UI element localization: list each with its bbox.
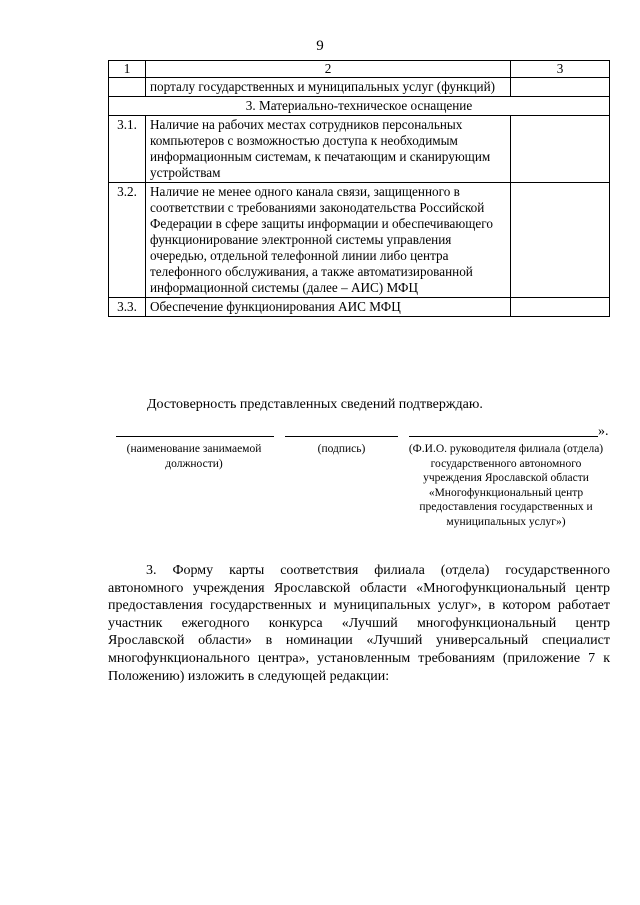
criteria-table (108, 60, 610, 317)
table-header-cell: 3 (511, 61, 610, 78)
name-caption: (Ф.И.О. руководителя филиала (отдела) государственного автономного учреждения Ярославской области «Многофункциональный центр предоставления государственных и муниципальных услуг») (408, 443, 604, 528)
table-cell-num (109, 78, 146, 97)
table-cell-num: 3.1. (109, 116, 146, 183)
table-header-cell: 1 (109, 61, 146, 78)
signature-caption: (подпись) (317, 443, 366, 455)
table-cell-text: Наличие не менее одного канала связи, защищенного в соответствии с требованиями законодательства Российской Федерации в сфере защиты информации и обеспечивающего функционирование электронной системы управления очередью, отдельной телефонной линии либо центра телефонного обслуживания, а также автоматизированной информационной системы (далее – АИС) МФЦ (146, 183, 511, 298)
table-cell-value (511, 78, 610, 97)
closing-quote-mark: ». (598, 424, 609, 439)
table-cell-num: 3.2. (109, 183, 146, 298)
table-row (109, 78, 610, 97)
table-cell-text: порталу государственных и муниципальных услуг (функций) (146, 78, 511, 97)
signature-line (285, 436, 398, 437)
page-number: 9 (316, 38, 324, 54)
table-cell-value (511, 183, 610, 298)
table-cell-value (511, 116, 610, 183)
table-header-cell: 2 (146, 61, 511, 78)
position-signature-line (116, 436, 274, 437)
table-row (109, 183, 610, 298)
confirmation-text: Достоверность представленных сведений подтверждаю. (147, 397, 483, 412)
table-cell-value (511, 298, 610, 317)
table-header-row (109, 61, 610, 78)
table-cell-text: Обеспечение функционирования АИС МФЦ (146, 298, 511, 317)
table-row (109, 298, 610, 317)
position-caption: (наименование занимаемой должности) (126, 443, 262, 470)
table-cell-text: Наличие на рабочих местах сотрудников персональных компьютеров с возможностью доступа к необходимым информационным системам, к печатающим и сканирующим устройствам (146, 116, 511, 183)
table-section-row (109, 97, 610, 116)
name-signature-line (409, 436, 598, 437)
table-cell-num: 3.3. (109, 298, 146, 317)
body-paragraph: 3. Форму карты соответствия филиала (отдела) государственного автономного учреждения Ярославской области «Многофункциональный центр предоставления государственных и муниципальных услуг», в котором работает участник ежегодного конкурса «Лучший многофункциональный центр Ярославской области» в номинации «Лучший универсальный специалист многофункционального центра», установленным требованиям (приложение 7 к Положению) изложить в следующей редакции: (108, 563, 610, 684)
section-title: 3. Материально-техническое оснащение (109, 97, 610, 116)
table-row (109, 116, 610, 183)
